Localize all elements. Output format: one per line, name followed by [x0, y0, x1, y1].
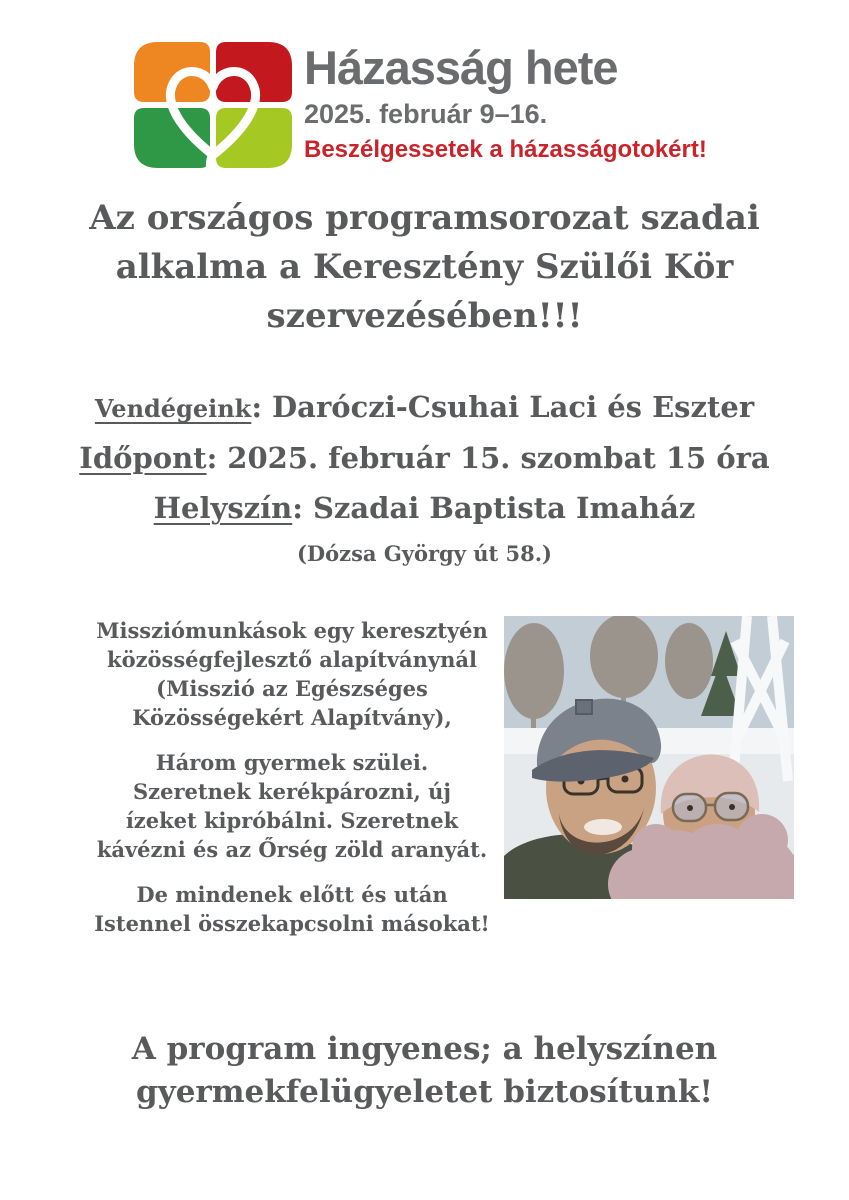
detail-time: [0, 441, 849, 476]
detail-guests-label: Vendégeink: [94, 394, 252, 423]
footer-note: [0, 1028, 849, 1114]
bio-paragraph-2: Három gyermek szülei. Szeretnek kerékpározni, új ízeket kipróbálni. Szeretnek kávézni és az Őrség zöld aranyát.: [96, 750, 488, 862]
brand-date: 2025. február 9–16.: [304, 99, 548, 129]
detail-location: [0, 491, 849, 526]
bio-photo-section: [94, 616, 794, 954]
detail-time-separator: :: [206, 441, 218, 475]
heart-stem: [210, 154, 213, 168]
brand-text: [304, 36, 707, 164]
footer-line-1: A program ingyenes; a helyszínen: [131, 1031, 718, 1067]
event-details: [0, 390, 849, 567]
footer-line-2: gyermekfelügyeletet biztosítunk!: [136, 1074, 713, 1110]
hazassag-hete-logo: [134, 36, 292, 168]
bio-paragraph-3: De mindenek előtt és után Istennel összekapcsolni másokat!: [94, 882, 490, 936]
headline-line-1: Az országos programsorozat szadai: [89, 198, 760, 238]
couple-photo: [504, 616, 794, 899]
detail-location-separator: :: [292, 491, 303, 525]
brand-tagline: Beszélgessetek a házasságotokért!: [304, 136, 707, 163]
headline: [40, 194, 809, 341]
couple-photo-illustration: [504, 616, 794, 899]
detail-guests-value: Daróczi-Csuhai Laci és Eszter: [272, 390, 755, 424]
brand-title: Házasság hete: [304, 41, 618, 94]
headline-line-3: szervezésében!!!: [266, 296, 583, 336]
detail-location-label: Helyszín: [153, 491, 293, 525]
detail-address: (Dózsa György út 58.): [297, 541, 552, 566]
detail-guests-separator: :: [251, 390, 263, 424]
bio-paragraph-1: Missziómunkások egy keresztyén közösségfejlesztő alapítványnál (Misszió az Egészséges Közösségekért Alapítvány),: [96, 618, 488, 730]
detail-guests: [0, 390, 849, 426]
detail-time-label: Időpont: [79, 441, 207, 475]
headline-line-2: alkalma a Keresztény Szülői Kör: [115, 247, 734, 287]
detail-location-value: Szadai Baptista Imaház: [312, 491, 696, 525]
header: [134, 36, 707, 168]
detail-time-value: 2025. február 15. szombat 15 óra: [227, 441, 770, 475]
guest-bio: [94, 616, 490, 954]
